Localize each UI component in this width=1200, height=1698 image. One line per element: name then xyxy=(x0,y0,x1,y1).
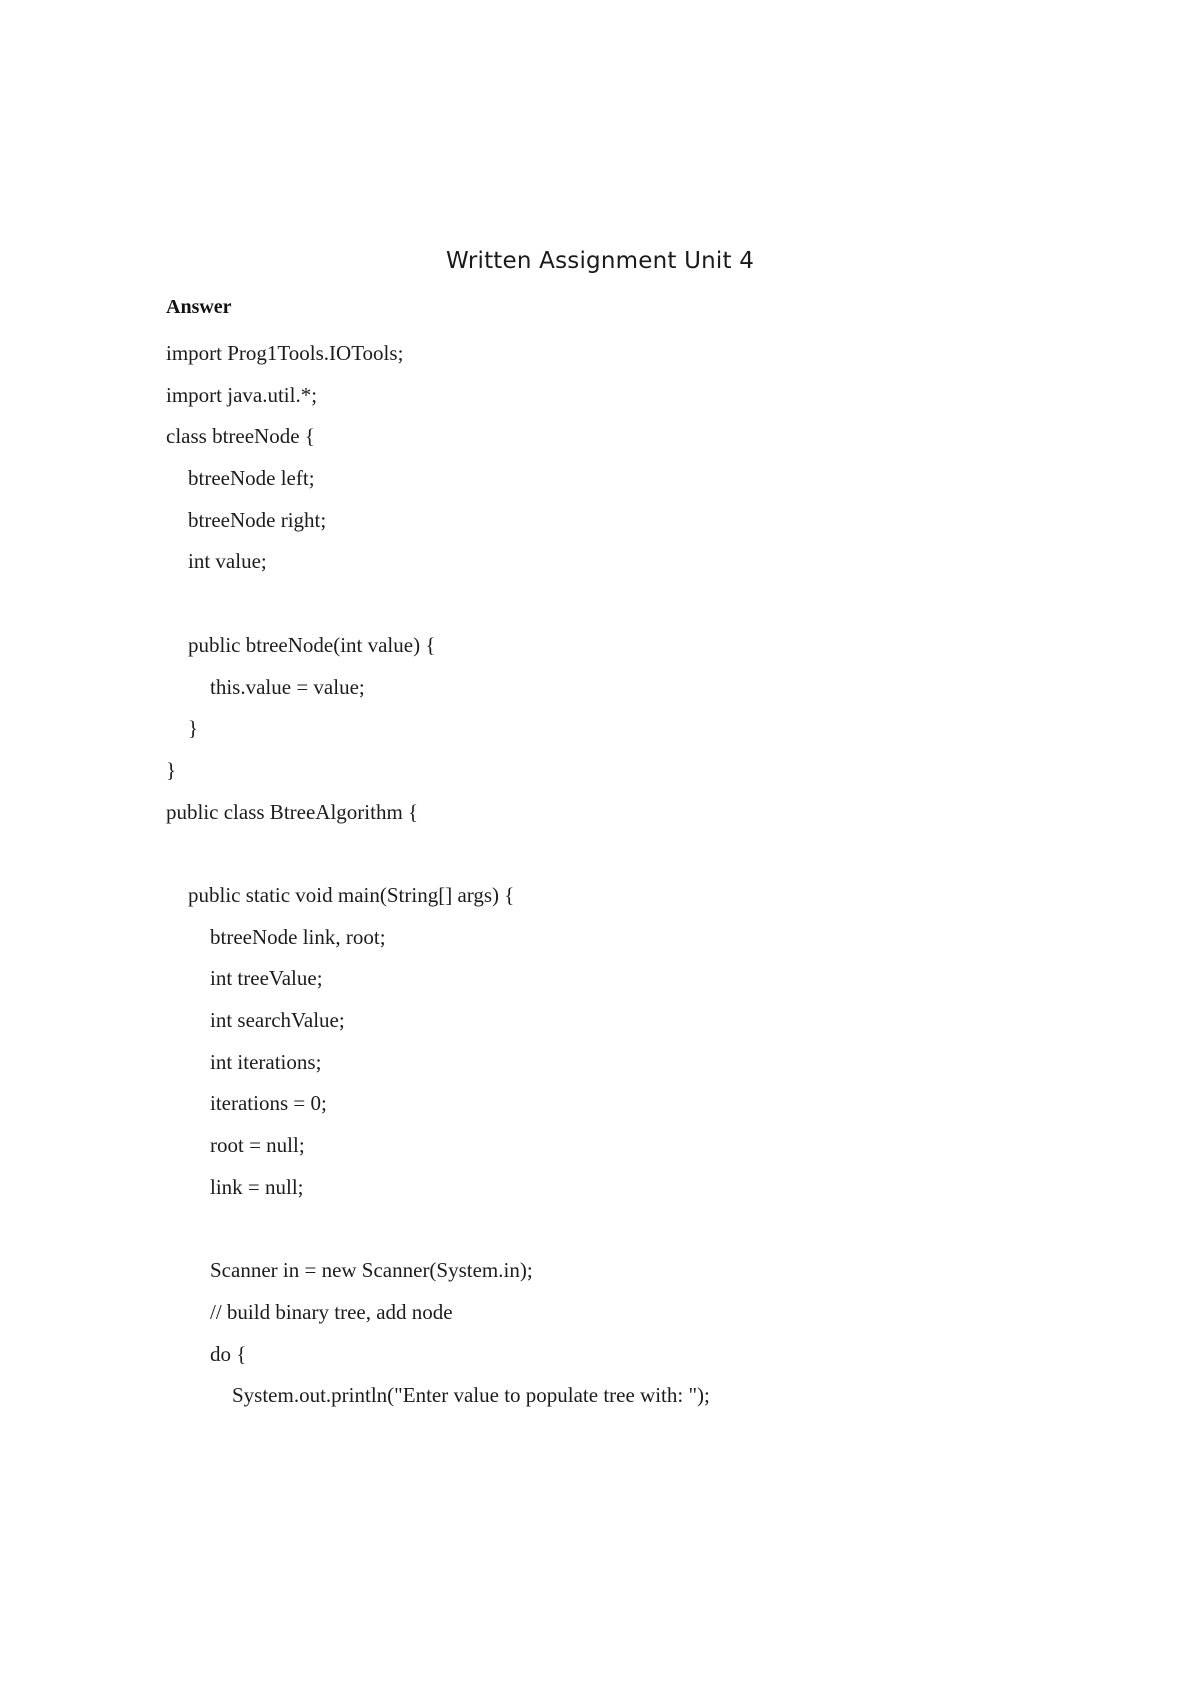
code-line: int value; xyxy=(188,549,267,574)
code-line: Scanner in = new Scanner(System.in); xyxy=(210,1258,533,1283)
code-line: public btreeNode(int value) { xyxy=(188,632,436,657)
document-title: Written Assignment Unit 4 xyxy=(445,248,755,274)
code-line: public class BtreeAlgorithm { xyxy=(166,799,419,824)
code-line: public static void main(String[] args) { xyxy=(188,882,515,907)
code-line: root = null; xyxy=(210,1133,305,1158)
code-line: int searchValue; xyxy=(210,1008,345,1032)
code-line: } xyxy=(166,757,177,782)
code-line: btreeNode link, root; xyxy=(210,924,386,949)
code-line: } xyxy=(188,716,199,741)
code-line: do { xyxy=(210,1341,247,1366)
code-blank-line xyxy=(166,1213,710,1255)
code-line: link = null; xyxy=(210,1174,304,1199)
answer-heading: Answer xyxy=(166,296,232,318)
code-blank-line xyxy=(166,588,710,630)
code-line: class btreeNode { xyxy=(166,424,315,449)
code-blank-line xyxy=(166,838,710,880)
code-line: int treeValue; xyxy=(210,966,323,991)
code-line: import Prog1Tools.IOTools; xyxy=(166,341,404,365)
code-listing xyxy=(166,338,710,1422)
code-line: int iterations; xyxy=(210,1049,322,1074)
code-line: iterations = 0; xyxy=(210,1091,327,1116)
code-line: btreeNode left; xyxy=(188,466,315,491)
code-line: // build binary tree, add node xyxy=(210,1299,453,1324)
code-line: this.value = value; xyxy=(210,674,365,699)
code-line: System.out.println("Enter value to populate tree with: "); xyxy=(232,1383,710,1408)
code-line: btreeNode right; xyxy=(188,507,327,532)
code-line: import java.util.*; xyxy=(166,382,318,407)
